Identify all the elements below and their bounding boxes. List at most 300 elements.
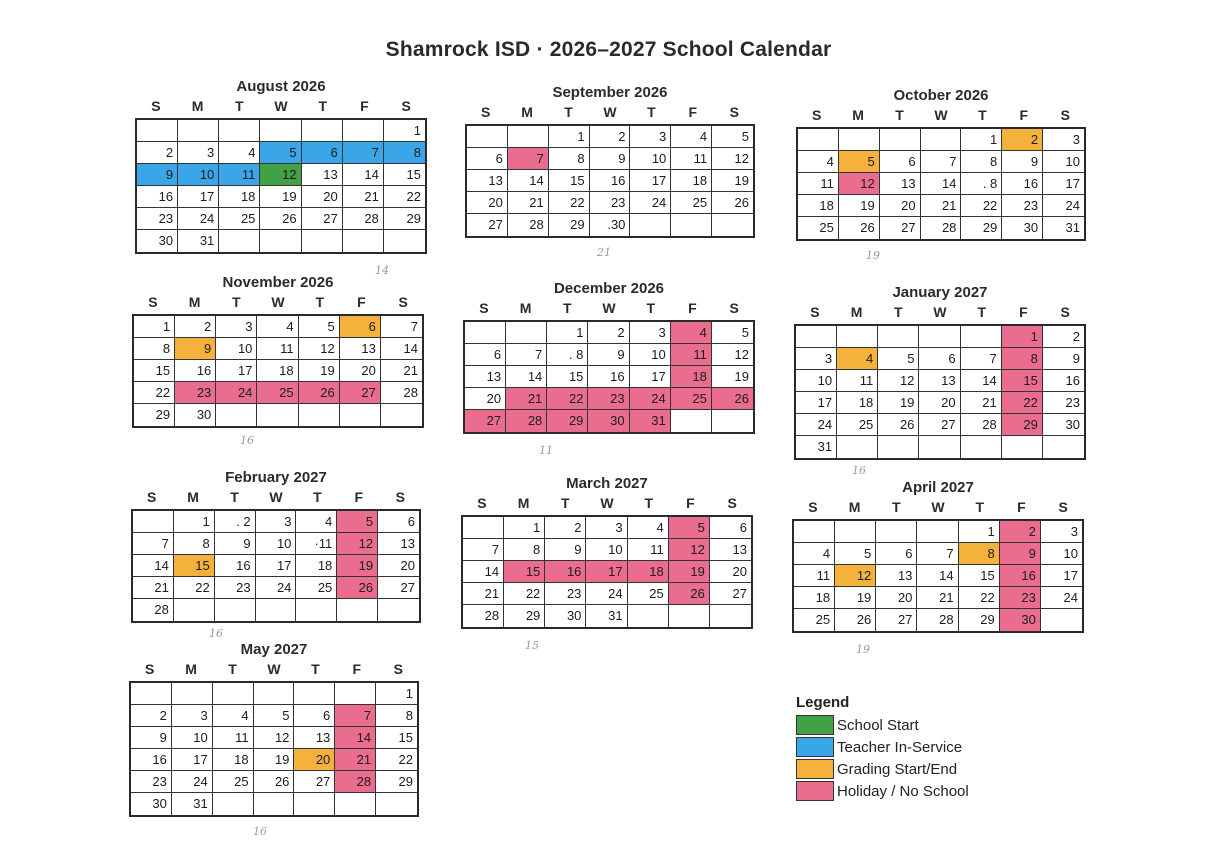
day-cell: 1 [376, 683, 417, 705]
day-cell: 18 [257, 360, 298, 382]
handwritten-day-count: 21 [597, 246, 611, 259]
day-cell: 10 [216, 338, 257, 360]
day-cell: 16 [131, 749, 172, 771]
day-cell: 15 [376, 727, 417, 749]
day-cell: 22 [547, 388, 588, 410]
day-cell: 27 [302, 208, 343, 230]
weekday-header-row [131, 489, 421, 505]
day-cell: 22 [961, 195, 1002, 217]
month-title: January 2027 [892, 284, 988, 301]
day-cell: 12 [835, 565, 876, 587]
day-cell: 11 [213, 727, 254, 749]
empty-cell [1041, 609, 1082, 631]
teacher-inservice-swatch [796, 737, 834, 757]
month-title: October 2026 [893, 87, 989, 104]
day-cell: 27 [465, 410, 506, 432]
day-cell: . 2 [215, 511, 256, 533]
day-cell: .30 [590, 214, 631, 236]
day-cell: 5 [260, 142, 301, 164]
day-cell: 21 [335, 749, 376, 771]
day-cell: 13 [378, 533, 419, 555]
empty-cell [219, 120, 260, 142]
empty-cell [216, 404, 257, 426]
day-cell: 2 [590, 126, 631, 148]
day-cell: 5 [712, 126, 753, 148]
day-cell: 27 [710, 583, 751, 605]
day-cell: 3 [630, 126, 671, 148]
empty-cell [878, 326, 919, 348]
day-cell: 30 [545, 605, 586, 627]
day-cell: 18 [219, 186, 260, 208]
day-cell: 17 [630, 366, 671, 388]
weekday-header: S [1058, 499, 1068, 515]
day-cell: 9 [137, 164, 178, 186]
day-cell: 14 [343, 164, 384, 186]
empty-cell [876, 521, 917, 543]
day-cell: 7 [961, 348, 1002, 370]
empty-cell [508, 126, 549, 148]
weekday-header-row [132, 294, 424, 310]
day-cell: 30 [175, 404, 216, 426]
school-start-swatch [796, 715, 834, 735]
day-cell: 8 [384, 142, 425, 164]
day-cell: 31 [178, 230, 219, 252]
day-cell: 24 [1041, 587, 1082, 609]
empty-cell [254, 683, 295, 705]
weekday-header: M [188, 294, 201, 310]
day-cell: 20 [294, 749, 335, 771]
legend-title: Legend [796, 694, 850, 711]
day-cell: 14 [381, 338, 422, 360]
weekday-header: F [352, 661, 362, 677]
weekday-header: T [235, 98, 244, 114]
weekday-header: F [354, 489, 364, 505]
month-title: November 2026 [222, 274, 334, 291]
handwritten-day-count: 16 [852, 464, 866, 477]
empty-cell [878, 436, 919, 458]
empty-cell [630, 214, 671, 236]
day-cell: 13 [710, 539, 751, 561]
day-cell: 23 [137, 208, 178, 230]
day-cell: 30 [137, 230, 178, 252]
day-cell: 3 [216, 316, 257, 338]
day-cell: 24 [1043, 195, 1084, 217]
day-cell: 31 [630, 410, 671, 432]
month-grid [135, 118, 427, 254]
weekday-header-row [796, 107, 1086, 123]
day-cell: 14 [133, 555, 174, 577]
day-cell: 14 [921, 173, 962, 195]
day-cell: 20 [880, 195, 921, 217]
day-cell: 6 [467, 148, 508, 170]
empty-cell [302, 120, 343, 142]
day-cell: 3 [172, 705, 213, 727]
calendar-title: Shamrock ISD · 2026–2027 School Calendar [385, 38, 832, 61]
day-cell: 16 [137, 186, 178, 208]
empty-cell [1002, 436, 1043, 458]
day-cell: 2 [588, 322, 629, 344]
weekday-header: F [357, 294, 366, 310]
empty-cell [343, 230, 384, 252]
month-grid [463, 320, 755, 434]
day-cell: 19 [835, 587, 876, 609]
day-cell: 1 [134, 316, 175, 338]
day-cell: 10 [172, 727, 213, 749]
empty-cell [178, 120, 219, 142]
day-cell: 2 [137, 142, 178, 164]
day-cell: 10 [586, 539, 627, 561]
weekday-header: S [808, 499, 818, 515]
day-cell: 1 [504, 517, 545, 539]
day-cell: 14 [917, 565, 958, 587]
empty-cell [215, 599, 256, 621]
legend-item-grading [796, 758, 969, 780]
empty-cell [919, 326, 960, 348]
day-cell: 19 [299, 360, 340, 382]
day-cell: 13 [467, 170, 508, 192]
day-cell: 18 [671, 366, 712, 388]
day-cell: 11 [257, 338, 298, 360]
empty-cell [961, 436, 1002, 458]
day-cell: 22 [549, 192, 590, 214]
day-cell: 25 [257, 382, 298, 404]
day-cell: 31 [796, 436, 837, 458]
day-cell: 9 [1002, 151, 1043, 173]
month-may-2027 [129, 641, 419, 843]
day-cell: 25 [628, 583, 669, 605]
day-cell: 9 [175, 338, 216, 360]
day-cell: 1 [959, 521, 1000, 543]
day-cell: 12 [839, 173, 880, 195]
day-cell: 1 [1002, 326, 1043, 348]
weekday-header: S [812, 107, 822, 123]
day-cell: 1 [384, 120, 425, 142]
day-cell: 4 [837, 348, 878, 370]
day-cell: 2 [545, 517, 586, 539]
weekday-header: S [148, 294, 158, 310]
day-cell: 1 [961, 129, 1002, 151]
month-grid [129, 681, 419, 817]
empty-cell [384, 230, 425, 252]
day-cell: 17 [796, 392, 837, 414]
day-cell: 13 [340, 338, 381, 360]
weekday-header: W [269, 489, 283, 505]
weekday-header: T [232, 294, 241, 310]
day-cell: 15 [547, 366, 588, 388]
day-cell: 4 [628, 517, 669, 539]
weekday-header: M [850, 304, 863, 320]
day-cell: 7 [921, 151, 962, 173]
empty-cell [213, 793, 254, 815]
month-grid [465, 124, 755, 238]
weekday-header: M [852, 107, 864, 123]
month-grid [132, 314, 424, 428]
empty-cell [837, 326, 878, 348]
weekday-header: F [686, 495, 695, 511]
weekday-header: S [395, 489, 405, 505]
weekday-header: F [360, 98, 369, 114]
empty-cell [133, 511, 174, 533]
weekday-header: W [274, 98, 288, 114]
day-cell: 6 [880, 151, 921, 173]
empty-cell [294, 793, 335, 815]
month-title: May 2027 [240, 641, 308, 658]
empty-cell [299, 404, 340, 426]
legend-label: Grading Start/End [837, 760, 958, 778]
day-cell: 21 [463, 583, 504, 605]
day-cell: 24 [172, 771, 213, 793]
empty-cell [302, 230, 343, 252]
day-cell: 21 [343, 186, 384, 208]
day-cell: 25 [296, 577, 337, 599]
day-cell: ·11 [296, 533, 337, 555]
day-cell: 17 [1041, 565, 1082, 587]
day-cell: 30 [1002, 217, 1043, 239]
day-cell: 20 [919, 392, 960, 414]
day-cell: 16 [1000, 565, 1041, 587]
weekday-header: T [561, 495, 570, 511]
day-cell: 16 [1043, 370, 1084, 392]
day-cell: 2 [1000, 521, 1041, 543]
day-cell: 22 [1002, 392, 1043, 414]
day-cell: 10 [1043, 151, 1084, 173]
day-cell: 10 [178, 164, 219, 186]
day-cell: 12 [299, 338, 340, 360]
empty-cell [921, 129, 962, 151]
day-cell: 19 [712, 170, 753, 192]
empty-cell [710, 605, 751, 627]
empty-cell [467, 126, 508, 148]
day-cell: 30 [1000, 609, 1041, 631]
weekday-header: T [228, 661, 237, 677]
day-cell: 19 [260, 186, 301, 208]
day-cell: 5 [299, 316, 340, 338]
day-cell: 28 [133, 599, 174, 621]
empty-cell [335, 793, 376, 815]
handwritten-day-count: 19 [856, 643, 870, 656]
day-cell: 9 [1043, 348, 1084, 370]
day-cell: 14 [961, 370, 1002, 392]
weekday-header: W [603, 104, 617, 120]
day-cell: 4 [794, 543, 835, 565]
weekday-header: T [646, 300, 656, 316]
day-cell: 6 [294, 705, 335, 727]
legend-label: Teacher In-Service [837, 738, 963, 756]
handwritten-day-count: 15 [525, 639, 539, 652]
day-cell: 26 [878, 414, 919, 436]
day-cell: 8 [961, 151, 1002, 173]
empty-cell [712, 410, 753, 432]
day-cell: 1 [174, 511, 215, 533]
day-cell: 23 [131, 771, 172, 793]
day-cell: 13 [919, 370, 960, 392]
day-cell: 18 [837, 392, 878, 414]
day-cell: 19 [669, 561, 710, 583]
day-cell: 21 [506, 388, 547, 410]
day-cell: 20 [465, 388, 506, 410]
day-cell: 5 [254, 705, 295, 727]
day-cell: 28 [335, 771, 376, 793]
day-cell: 28 [961, 414, 1002, 436]
weekday-header: T [977, 304, 987, 320]
day-cell: 27 [340, 382, 381, 404]
day-cell: 6 [465, 344, 506, 366]
day-cell: 9 [131, 727, 172, 749]
day-cell: 24 [586, 583, 627, 605]
weekday-header: S [401, 98, 411, 114]
weekday-header: S [147, 489, 157, 505]
day-cell: 15 [134, 360, 175, 382]
day-cell: 3 [586, 517, 627, 539]
weekday-header: T [563, 300, 572, 316]
month-grid [794, 324, 1086, 460]
weekday-header: T [647, 104, 656, 120]
day-cell: 21 [961, 392, 1002, 414]
day-cell: 7 [381, 316, 422, 338]
day-cell: 9 [590, 148, 631, 170]
weekday-header: T [313, 489, 322, 505]
day-cell: 28 [508, 214, 549, 236]
day-cell: 17 [1043, 173, 1084, 195]
day-cell: . 8 [547, 344, 588, 366]
day-cell: 27 [378, 577, 419, 599]
empty-cell [796, 326, 837, 348]
day-cell: 31 [172, 793, 213, 815]
weekday-header-row [792, 499, 1084, 515]
day-cell: 25 [671, 388, 712, 410]
legend-item-holiday [796, 780, 969, 802]
empty-cell [839, 129, 880, 151]
day-cell: 4 [798, 151, 839, 173]
day-cell: 5 [669, 517, 710, 539]
weekday-header: M [185, 661, 197, 677]
day-cell: 2 [1043, 326, 1084, 348]
day-cell: 14 [508, 170, 549, 192]
day-cell: 5 [839, 151, 880, 173]
handwritten-day-count: 11 [539, 444, 553, 457]
day-cell: 6 [876, 543, 917, 565]
day-cell: 18 [671, 170, 712, 192]
day-cell: 25 [671, 192, 712, 214]
day-cell: 9 [545, 539, 586, 561]
weekday-header: T [311, 661, 320, 677]
weekday-header: F [1017, 499, 1026, 515]
empty-cell [254, 793, 295, 815]
day-cell: 12 [712, 344, 753, 366]
day-cell: 29 [959, 609, 1000, 631]
empty-cell [669, 605, 710, 627]
empty-cell [628, 605, 669, 627]
month-march-2027 [461, 475, 753, 655]
day-cell: 5 [878, 348, 919, 370]
day-cell: 10 [630, 148, 671, 170]
day-cell: 10 [796, 370, 837, 392]
day-cell: 29 [504, 605, 545, 627]
day-cell: 21 [133, 577, 174, 599]
day-cell: 7 [335, 705, 376, 727]
empty-cell [671, 410, 712, 432]
month-grid [461, 515, 753, 629]
day-cell: 20 [710, 561, 751, 583]
day-cell: 17 [586, 561, 627, 583]
day-cell: 20 [302, 186, 343, 208]
day-cell: 24 [796, 414, 837, 436]
month-grid [792, 519, 1084, 633]
day-cell: 28 [463, 605, 504, 627]
handwritten-day-count: 14 [375, 264, 389, 277]
weekday-header: S [727, 495, 737, 511]
day-cell: 26 [260, 208, 301, 230]
weekday-header: T [892, 499, 901, 515]
empty-cell [837, 436, 878, 458]
day-cell: 17 [216, 360, 257, 382]
weekday-header: W [267, 661, 281, 677]
empty-cell [260, 120, 301, 142]
empty-cell [712, 214, 753, 236]
day-cell: 28 [381, 382, 422, 404]
empty-cell [257, 404, 298, 426]
day-cell: 31 [1065, 220, 1080, 235]
day-cell: 29 [134, 404, 175, 426]
empty-cell [256, 599, 297, 621]
day-cell: 9 [215, 533, 256, 555]
empty-cell [219, 230, 260, 252]
empty-cell [671, 214, 712, 236]
day-cell: 11 [837, 370, 878, 392]
day-cell: 29 [1002, 414, 1043, 436]
day-cell: 11 [671, 344, 712, 366]
day-cell: 8 [1002, 348, 1043, 370]
weekday-header: S [477, 495, 487, 511]
day-cell: 27 [880, 217, 921, 239]
day-cell: 23 [1043, 392, 1084, 414]
day-cell: 24 [256, 577, 297, 599]
day-cell: 9 [588, 344, 629, 366]
month-february-2027 [131, 469, 421, 649]
day-cell: 2 [1002, 129, 1043, 151]
day-cell: 15 [959, 565, 1000, 587]
weekday-header: T [978, 107, 987, 123]
day-cell: 26 [712, 388, 753, 410]
empty-cell [296, 599, 337, 621]
empty-cell [172, 683, 213, 705]
weekday-header: S [729, 300, 739, 316]
day-cell: 23 [175, 382, 216, 404]
day-cell: 30 [131, 793, 172, 815]
day-cell: 23 [545, 583, 586, 605]
day-cell: 21 [917, 587, 958, 609]
weekday-header-row [463, 300, 755, 316]
day-cell: 29 [547, 410, 588, 432]
day-cell: 30 [1043, 414, 1084, 436]
day-cell: 28 [917, 609, 958, 631]
empty-cell [835, 521, 876, 543]
day-cell: 15 [384, 164, 425, 186]
day-cell: 29 [961, 217, 1002, 239]
day-cell: 21 [381, 360, 422, 382]
day-cell: 12 [337, 533, 378, 555]
day-cell: 12 [712, 148, 753, 170]
day-cell: 25 [794, 609, 835, 631]
day-cell: 30 [588, 410, 629, 432]
empty-cell [137, 120, 178, 142]
day-cell: 8 [134, 338, 175, 360]
day-cell: 22 [376, 749, 417, 771]
day-cell: 4 [257, 316, 298, 338]
month-november-2026 [132, 274, 424, 454]
weekday-header: T [975, 499, 985, 515]
day-cell: 12 [260, 164, 301, 186]
